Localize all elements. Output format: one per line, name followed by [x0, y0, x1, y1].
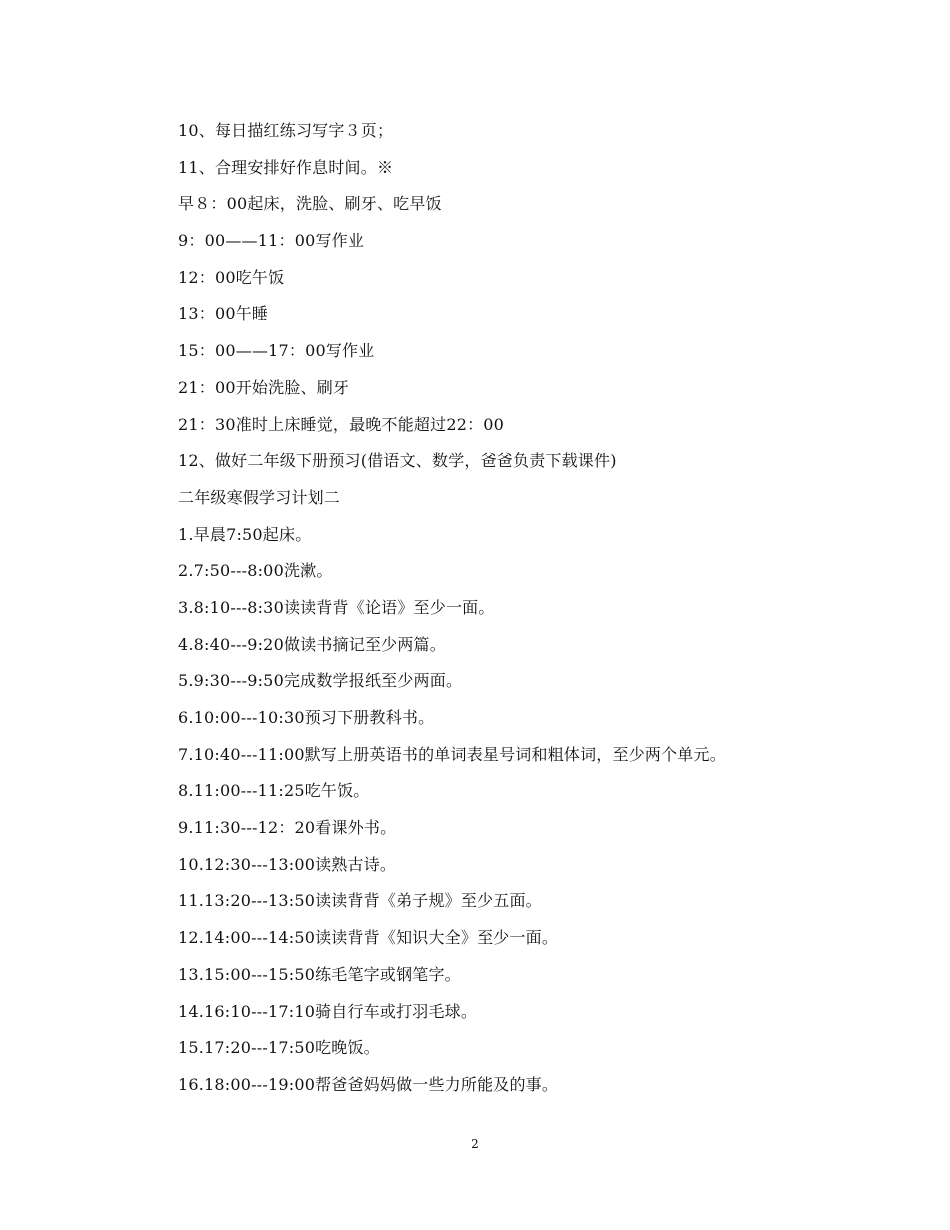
text-line: 10.12:30---13:00读熟古诗。 — [178, 854, 397, 874]
text-line: 早８：00起床，洗脸、刷牙、吃早饭 — [178, 194, 442, 214]
text-line: 3.8:10---8:30读读背背《论语》至少一面。 — [178, 597, 495, 617]
text-line: 2.7:50---8:00洗漱。 — [178, 561, 333, 581]
text-line: 15.17:20---17:50吃晚饭。 — [178, 1038, 380, 1058]
section-heading: 二年级寒假学习计划二 — [178, 487, 341, 507]
text-line: 21：00开始洗脸、刷牙 — [178, 377, 350, 397]
text-line: 15：00——17：00写作业 — [178, 341, 375, 361]
text-line: 13.15:00---15:50练毛笔字或钢笔字。 — [178, 964, 461, 984]
text-line: 21：30准时上床睡觉，最晚不能超过22：00 — [178, 414, 505, 434]
text-line: 5.9:30---9:50完成数学报纸至少两面。 — [178, 671, 463, 691]
text-line: 11.13:20---13:50读读背背《弟子规》至少五面。 — [178, 891, 542, 911]
text-line: 7.10:40---11:00默写上册英语书的单词表星号词和粗体词，至少两个单元。 — [178, 744, 726, 764]
text-line: 11、合理安排好作息时间。※ — [178, 157, 394, 177]
text-line: 12.14:00---14:50读读背背《知识大全》至少一面。 — [178, 928, 559, 948]
page-number: 2 — [471, 1137, 479, 1151]
text-line: 12：00吃午饭 — [178, 267, 285, 287]
text-line: 10、每日描红练习写字３页； — [178, 121, 394, 140]
text-line: 6.10:00---10:30预习下册教科书。 — [178, 708, 435, 727]
text-line: 12、做好二年级下册预习(借语文、数学，爸爸负责下载课件) — [178, 451, 617, 471]
text-line: 9.11:30---12：20看课外书。 — [178, 818, 397, 838]
text-line: 16.18:00---19:00帮爸爸妈妈做一些力所能及的事。 — [178, 1074, 559, 1094]
text-line: 13：00午睡 — [178, 304, 269, 324]
text-line: 4.8:40---9:20做读书摘记至少两篇。 — [178, 634, 446, 654]
text-line: 9：00——11：00写作业 — [178, 231, 365, 251]
text-line: 1.早晨7:50起床。 — [178, 524, 312, 544]
document-body — [178, 113, 878, 1104]
text-line: 8.11:00---11:25吃午饭。 — [178, 781, 370, 801]
text-line: 14.16:10---17:10骑自行车或打羽毛球。 — [178, 1001, 478, 1021]
